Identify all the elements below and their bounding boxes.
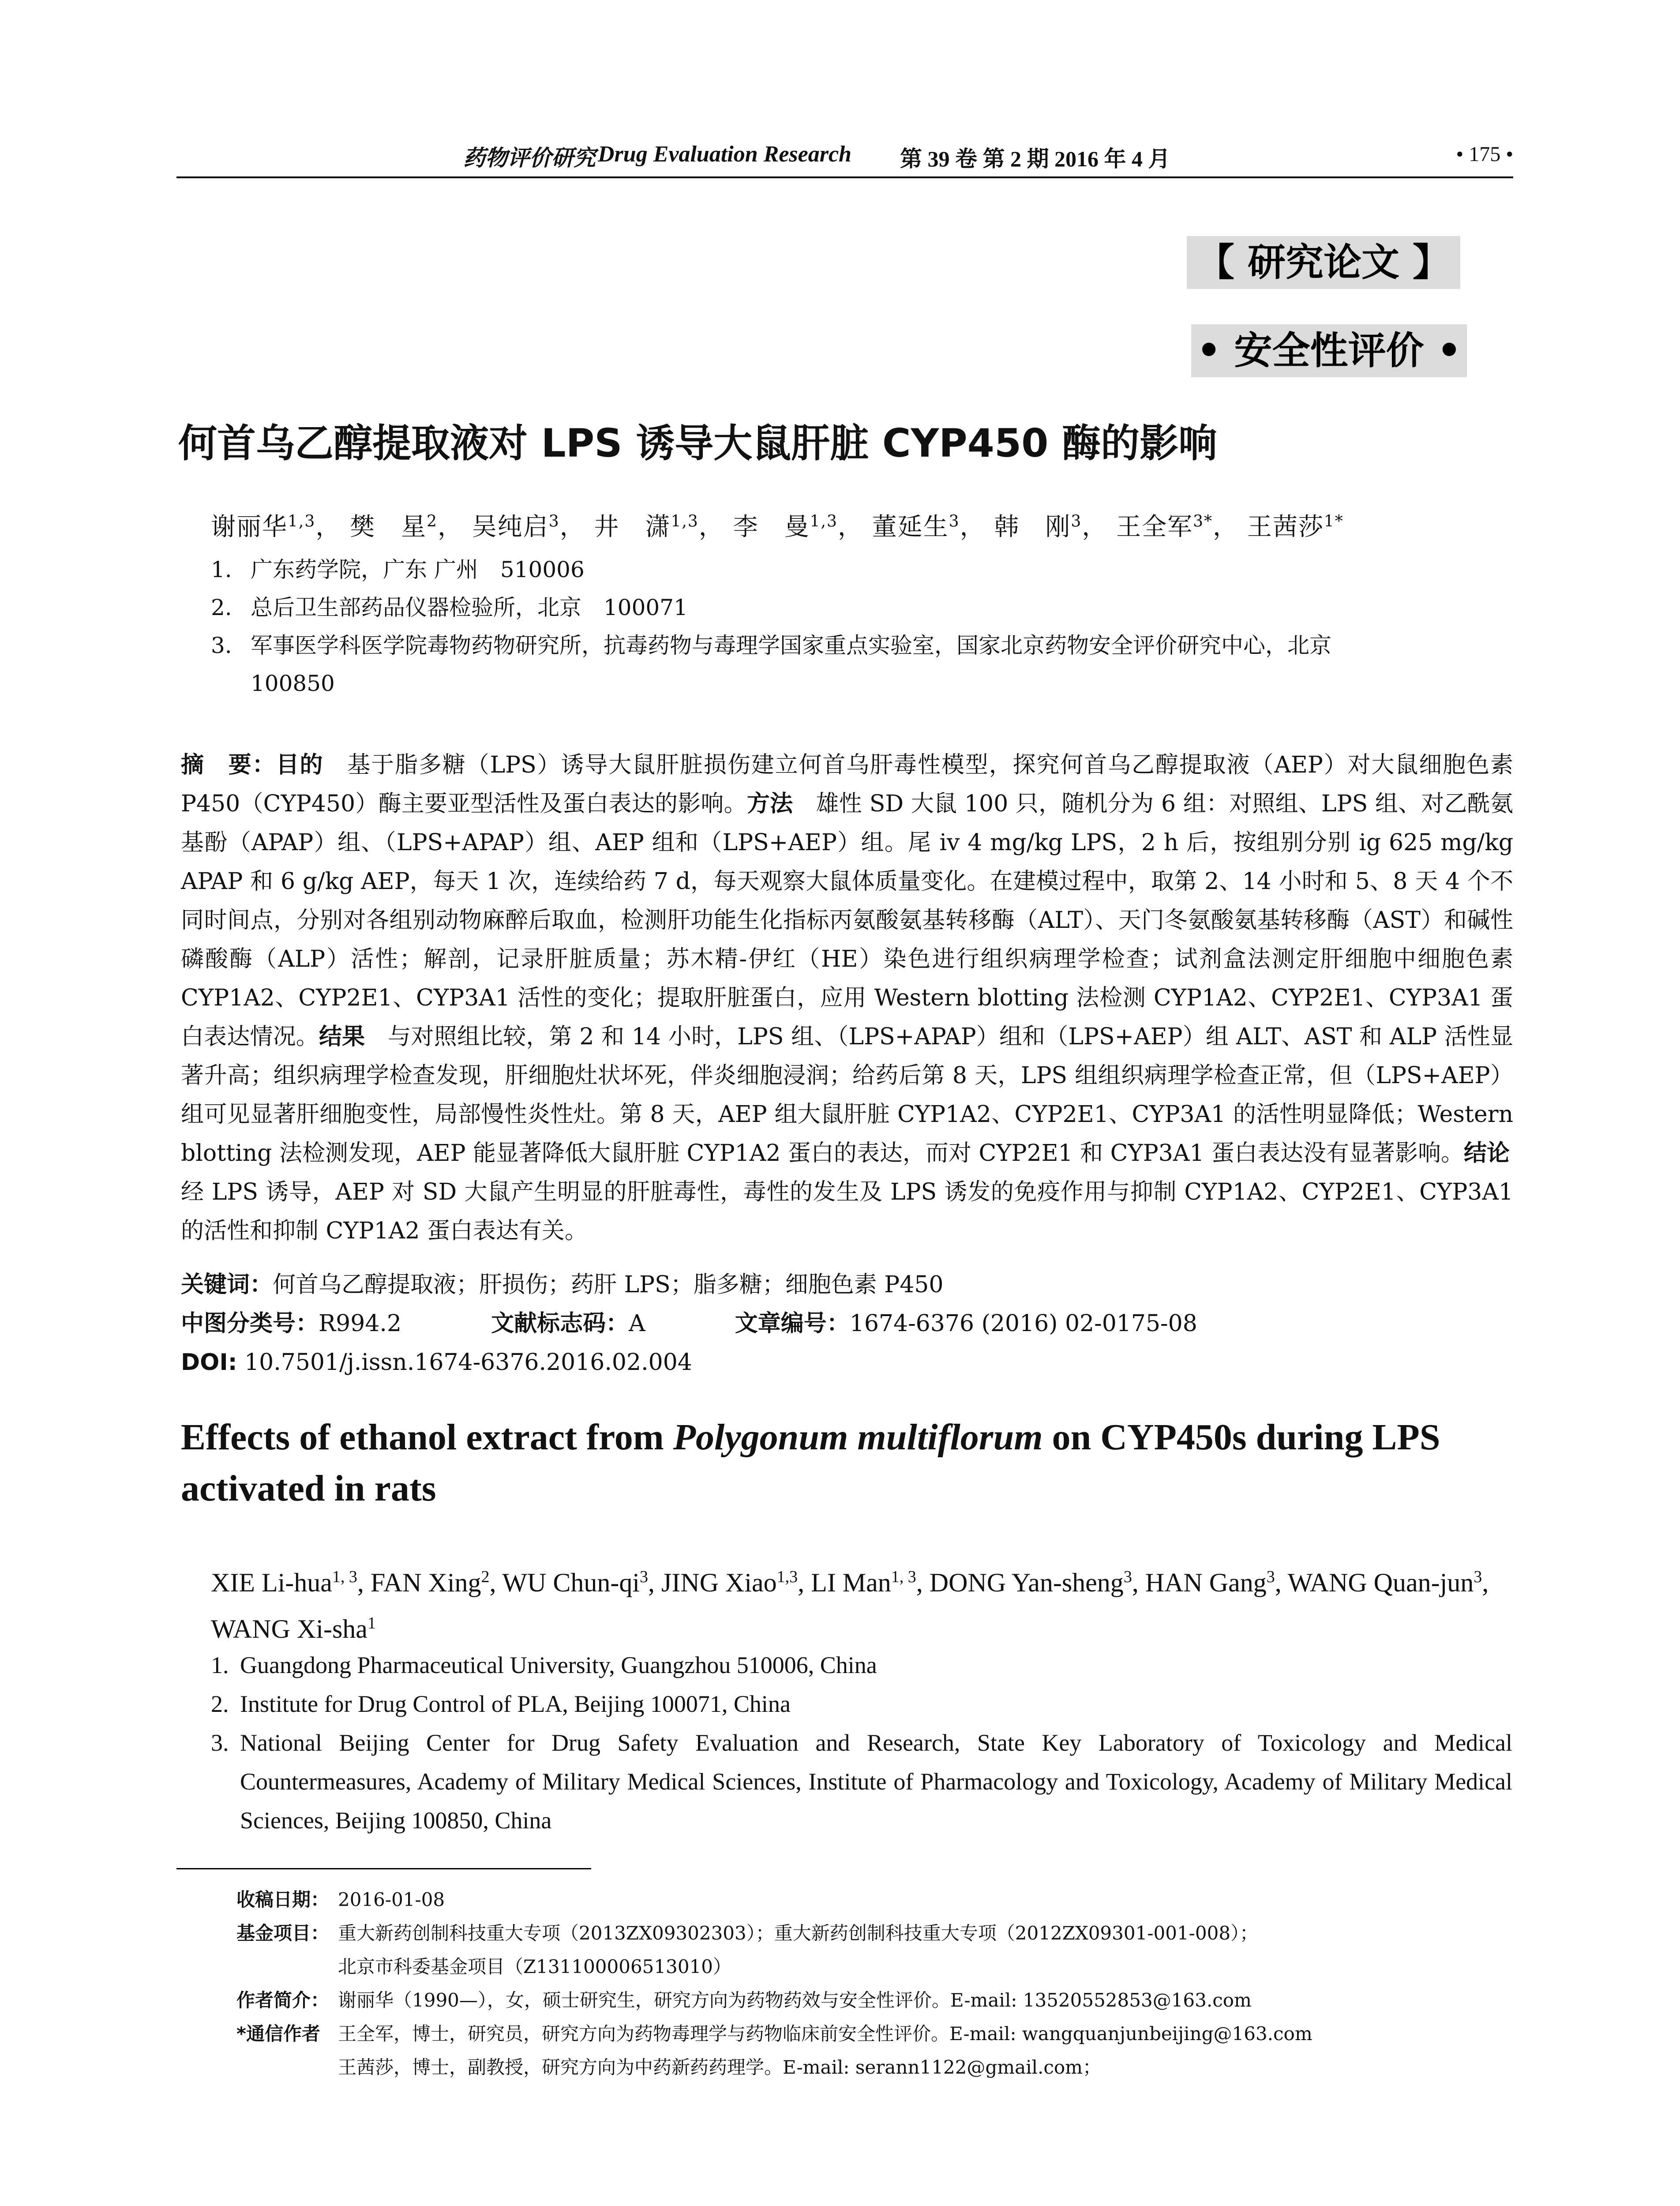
affiliation-en-1: 1. Guangdong Pharmaceutical University, Guangzhou 510006, China: [211, 1652, 877, 1678]
journal-logo: 药物评价研究: [463, 145, 596, 171]
author-en: LI Man$^{1, 3}$,: [811, 1568, 930, 1597]
author-en: WANG Xi-sha$^1$: [211, 1614, 376, 1643]
author-en: FAN Xing$^2$,: [370, 1568, 502, 1597]
author-cn: 李 曼$^{1,3}$，: [733, 512, 863, 541]
affiliation-en-2: 2. Institute for Drug Control of PLA, Beijing 100071, China: [211, 1691, 791, 1717]
paper-type-badge: 【 研究论文 】: [1187, 236, 1460, 289]
affiliation-en-3: 3. National Beijing Center for Drug Safety Evaluation and Research, State Key Laboratory of Toxicology and Medical Countermeasures, Academy of Military Medical Sciences, Institute of Pharmacology and Toxicology, Academy of Military Medical Sciences, Beijing 100850, China: [211, 1730, 1512, 1834]
issue-info: 第 39 卷 第 2 期 2016 年 4 月: [900, 146, 1170, 171]
running-header: [176, 140, 1513, 176]
author-en: HAN Gang$^3$,: [1145, 1568, 1288, 1597]
doi-line: DOI: 10.7501/j.issn.1674-6376.2016.02.004: [181, 1349, 692, 1376]
author-cn: 董延生$^3$，: [872, 512, 986, 541]
affiliation-cn-3: 3. 军事医学科医学院毒物药物研究所，抗毒药物与毒理学国家重点实验室，国家北京药物安全评价研究中心，北京 100850: [211, 633, 1331, 696]
author-en: DONG Yan-sheng$^3$,: [929, 1568, 1145, 1597]
english-authors: [211, 1557, 1512, 1649]
keywords: 关键词：何首乌乙醇提取液；肝损伤；药肝 LPS；脂多糖；细胞色素 P450: [181, 1272, 944, 1298]
author-cn: 樊 星$^2$，: [350, 512, 463, 541]
footnotes: [236, 1883, 1516, 2084]
english-title: Effects of ethanol extract from Polygonum multiflorum on CYP450s during LPS activated in rats: [181, 1417, 1440, 1509]
chinese-title: 何首乌乙醇提取液对 LPS 诱导大鼠肝脏 CYP450 酶的影响: [178, 420, 1217, 466]
affiliation-cn-2: 2. 总后卫生部药品仪器检验所，北京 100071: [211, 595, 688, 620]
author-en: XIE Li-hua$^{1, 3}$,: [211, 1568, 371, 1597]
section-badge: • 安全性评价 •: [1191, 324, 1467, 377]
affiliation-cn-1: 1. 广东药学院，广东 广州 510006: [211, 557, 585, 582]
chinese-authors: [211, 507, 1534, 543]
author-en: WU Chun-$qi^3$,: [502, 1568, 662, 1597]
author-en: WANG Quan-jun$^3$,: [1287, 1568, 1489, 1597]
header-rule: [176, 176, 1513, 178]
author-cn: 谢丽华$^{1,3}$，: [211, 512, 341, 541]
classification-line: 中图分类号：R994.2 文献标志码：A 文章编号：1674-6376 (2016) 02-0175-08: [181, 1310, 1197, 1337]
page-number: • 175 •: [1456, 143, 1513, 166]
received-date: 收稿日期： 2016-01-08: [236, 1889, 445, 1910]
fund-info: 基金项目： 重大新药创制科技重大专项（2013ZX09302303）；重大新药创制科技重大专项（2012ZX09301-001-008）； 北京市科委基金项目（Z131100006513010）: [236, 1922, 1259, 1977]
author-cn: 韩 刚$^3$，: [994, 512, 1108, 541]
chinese-abstract: 摘 要：目的 基于脂多糖（LPS）诱导大鼠肝脏损伤建立何首乌肝毒性模型，探究何首乌乙醇提取液（AEP）对大鼠细胞色素 P450（CYP450）酶主要亚型活性及蛋白表达的影响。方法 雄性 SD 大鼠 100 只，随机分为 6 组：对照组、LPS 组、对乙酰氨基酚（APAP）组、（LPS+APAP）组、AEP 组和（LPS+AEP）组。尾 iv 4 mg/kg LPS，2 h 后，按组别分别 ig 625 mg/kg APAP 和 6 g/kg AEP，每天 1 次，连续给药 7 d，每天观察大鼠体质量变化。在建模过程中，取第 2、14 小时和 5、8 天 4 个不同时间点，分别对各组别动物麻醉后取血，检测肝功能生化指标丙氨酸氨基转移酶（ALT）、天门冬氨酸氨基转移酶（AST）和碱性磷酸酶（ALP）活性；解剖，记录肝脏质量；苏木精-伊红（HE）染色进行组织病理学检查；试剂盒法测定肝细胞中细胞色素 CYP1A2、CYP2E1、CYP3A1 活性的变化；提取肝脏蛋白，应用 Western blotting 法检测 CYP1A2、CYP2E1、CYP3A1 蛋白表达情况。结果 与对照组比较，第 2 和 14 小时，LPS 组、（LPS+APAP）组和（LPS+AEP）组 ALT、AST 和 ALP 活性显著升高；组织病理学检查发现，肝细胞灶状坏死，伴炎细胞浸润；给药后第 8 天，LPS 组组织病理学检查正常，但（LPS+AEP）组可见显著肝细胞变性，局部慢性炎性灶。第 8 天，AEP 组大鼠肝脏 CYP1A2、CYP2E1、CYP3A1 的活性明显降低；Western blotting 法检测发现，AEP 能显著降低大鼠肝脏 CYP1A2 蛋白的表达，而对 CYP2E1 和 CYP3A1 蛋白表达没有显著影响。结论 经 LPS 诱导，AEP 对 SD 大鼠产生明显的肝脏毒性，毒性的发生及 LPS 诱发的免疫作用与抑制 CYP1A2、CYP2E1、CYP3A1 的活性和抑制 CYP1A2 蛋白表达有关。: [181, 752, 1533, 1244]
journal-name: Drug Evaluation Research: [598, 142, 851, 167]
author-bio: 作者简介： 谢丽华（1990—），女，硕士研究生，研究方向为药物药效与安全性评价。E-mail: 13520552853@163.com: [236, 1989, 1252, 2011]
author-cn: 吴纯启$^3$，: [472, 512, 585, 541]
author-cn: 井 潇$^{1,3}$，: [594, 512, 724, 541]
author-en: JING Xiao$^{1,3}$,: [661, 1568, 811, 1597]
corresponding-author: *通信作者 王全军，博士，研究员，研究方向为药物毒理学与药物临床前安全性评价。E-mail: wangquanjunbeijing@163.com 王茜莎，博士，副教授，研究方向为中药新药药理学。E-mail: serann1122@gmail.com；: [236, 2023, 1312, 2078]
author-cn: 王茜莎$^{1*}$: [1247, 512, 1344, 541]
footnote-rule: [176, 1868, 591, 1869]
author-cn: 王全军$^{3*}$，: [1116, 512, 1239, 541]
